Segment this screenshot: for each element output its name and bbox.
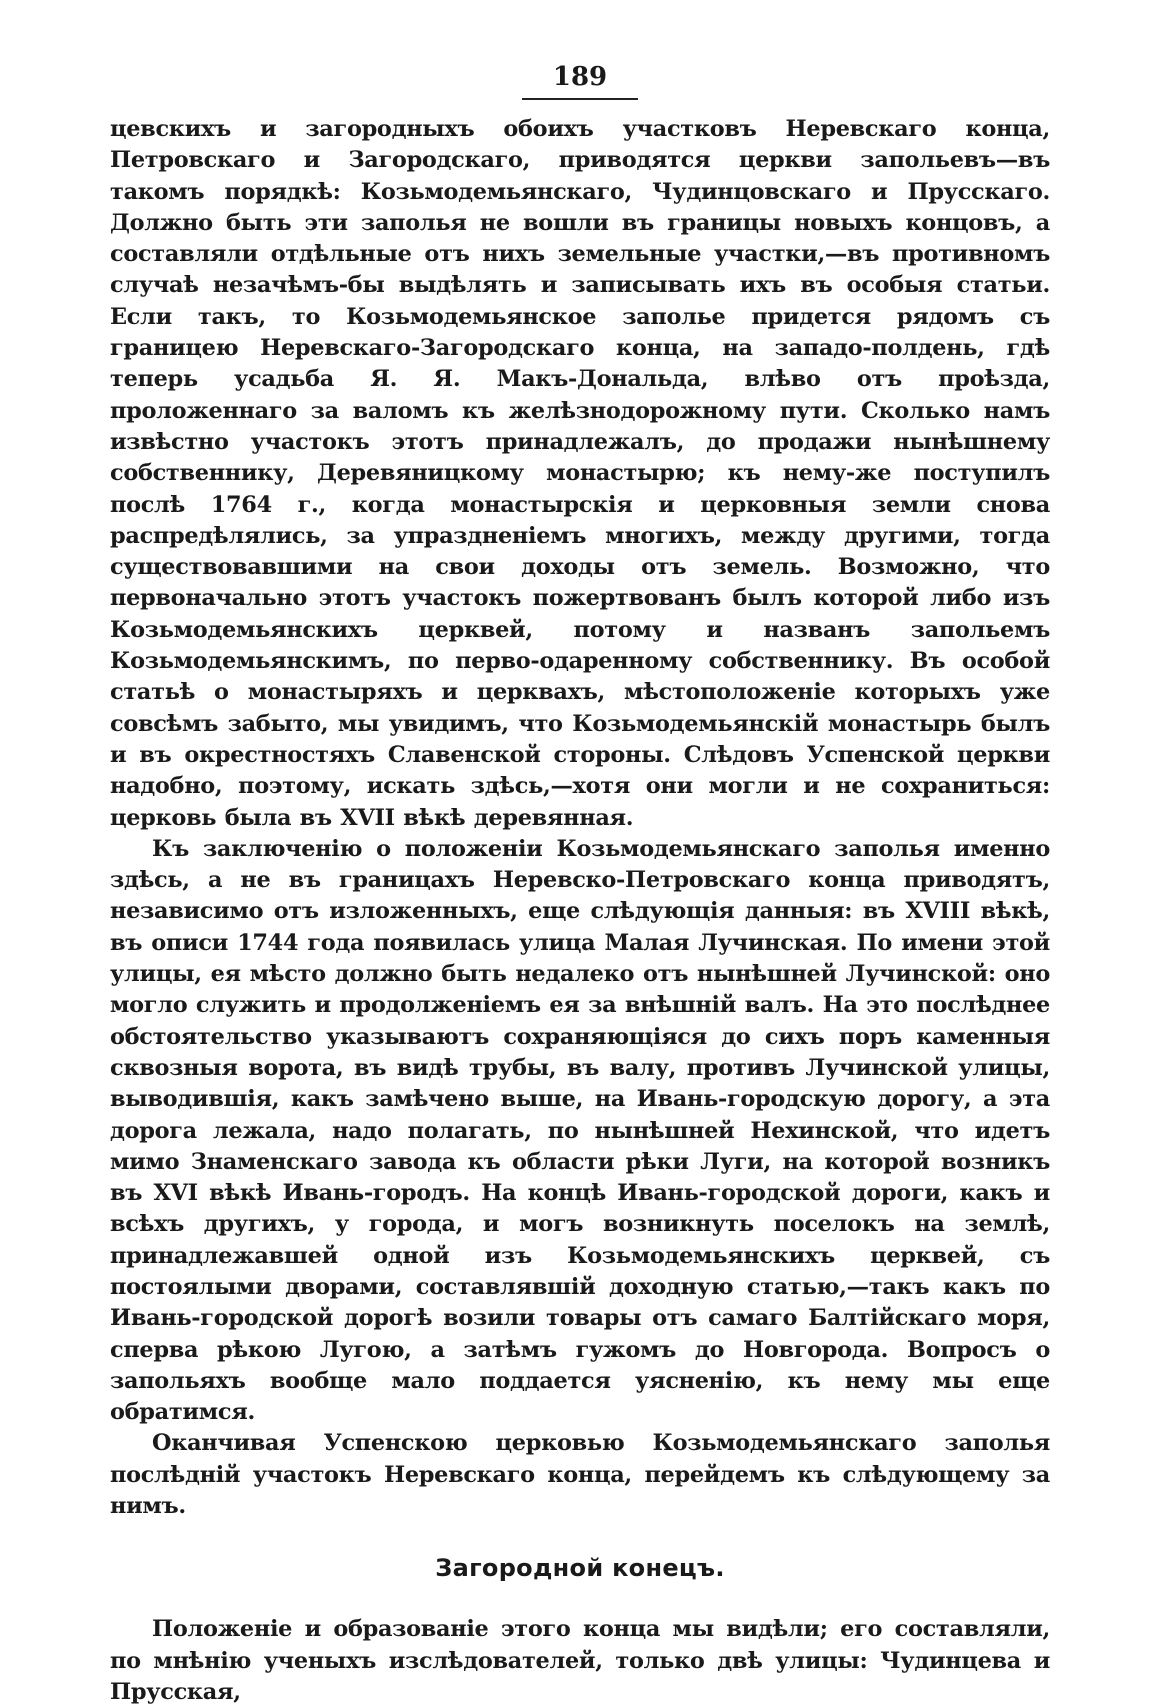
- page-number-rule: [522, 98, 638, 100]
- section-heading: Загородной конецъ.: [435, 1554, 725, 1583]
- page-content: [110, 60, 1050, 1708]
- paragraph-continued: цевскихъ и загородныхъ обоихъ участковъ Неревскаго конца, Петровскаго и Загородскаго, приводятся церкви запольевъ—въ такомъ порядкѣ: Козьмодемьянскаго, Чудинцовскаго и Прусскаго. Должно быть эти заполья не вошли въ границы новыхъ концовъ, а составляли отдѣльные отъ нихъ земельные участки,—въ противномъ случаѣ незачѣмъ-бы выдѣлять и записывать ихъ въ особыя статьи. Если такъ, то Козьмодемьянское заполье придется рядомъ съ границею Неревскаго-Загородскаго конца, на западо-полдень, гдѣ теперь усадьба Я. Я. Макъ-Дональда, влѣво отъ проѣзда, проложеннаго за валомъ къ желѣзнодорожному пути. Сколько намъ извѣстно участокъ этотъ принадлежалъ, до продажи нынѣшнему собственнику, Деревяницкому монастырю; къ нему-же поступилъ послѣ 1764 г., когда монастырскія и церковныя земли снова распредѣлялись, за упраздненіемъ многихъ, между другими, тогда существовавшими на свои доходы отъ земель. Возможно, что первоначально этотъ участокъ пожертвованъ былъ которой либо изъ Козьмодемьянскихъ церквей, потому и названъ запольемъ Козьмодемьянскимъ, по перво-одаренному собственнику. Въ особой статьѣ о монастыряхъ и церквахъ, мѣстоположеніе которыхъ уже совсѣмъ забыто, мы увидимъ, что Козьмодемьянскій монастырь былъ и въ окрестностяхъ Славенской стороны. Слѣдовъ Успенской церкви надобно, поэтому, искать здѣсь,—хотя они могли и не сохраниться: церковь была въ XVII вѣкѣ деревянная.: [110, 116, 1050, 831]
- paragraph: Къ заключенію о положеніи Козьмодемьянскаго заполья именно здѣсь, а не въ границахъ Неревско-Петровскаго конца приводятъ, независимо отъ изложенныхъ, еще слѣдующія данныя: въ XVIII вѣкѣ, въ описи 1744 года появилась улица Малая Лучинская. По имени этой улицы, ея мѣсто должно быть недалеко отъ нынѣшней Лучинской: оно могло служить и продолженіемъ ея за внѣшній валъ. На это послѣднее обстоятельство указываютъ сохраняющіяся до сихъ поръ каменныя сквозныя ворота, въ видѣ трубы, въ валу, противъ Лучинской улицы, выводившія, какъ замѣчено выше, на Ивань-городскую дорогу, а эта дорога лежала, надо полагать, по нынѣшней Нехинской, что идетъ мимо Знаменскаго завода къ области рѣки Луги, на которой возникъ въ XVI вѣкѣ Ивань-городъ. На концѣ Ивань-городской дороги, какъ и всѣхъ другихъ, у города, и могъ возникнуть поселокъ на землѣ, принадлежавшей одной изъ Козьмодемьянскихъ церквей, съ постоялыми дворами, составлявшій доходную статью,—такъ какъ по Ивань-городской дорогѣ возили товары отъ самаго Балтійскаго моря, сперва рѣкою Лугою, а затѣмъ гужомъ до Новгорода. Вопросъ о запольяхъ вообще мало поддается уясненію, къ нему мы еще обратимся.: [110, 835, 1050, 1426]
- section-paragraph: Положеніе и образованіе этого конца мы видѣли; его составляли, по мнѣнію ученыхъ изслѣдователей, только двѣ улицы: Чудинцева и Прусская,: [110, 1616, 1050, 1705]
- page-number: 189: [552, 62, 608, 92]
- paragraph: Оканчивая Успенскою церковью Козьмодемьянскаго заполья послѣдній участокъ Неревскаго конца, перейдемъ къ слѣдующему за нимъ.: [110, 1430, 1050, 1520]
